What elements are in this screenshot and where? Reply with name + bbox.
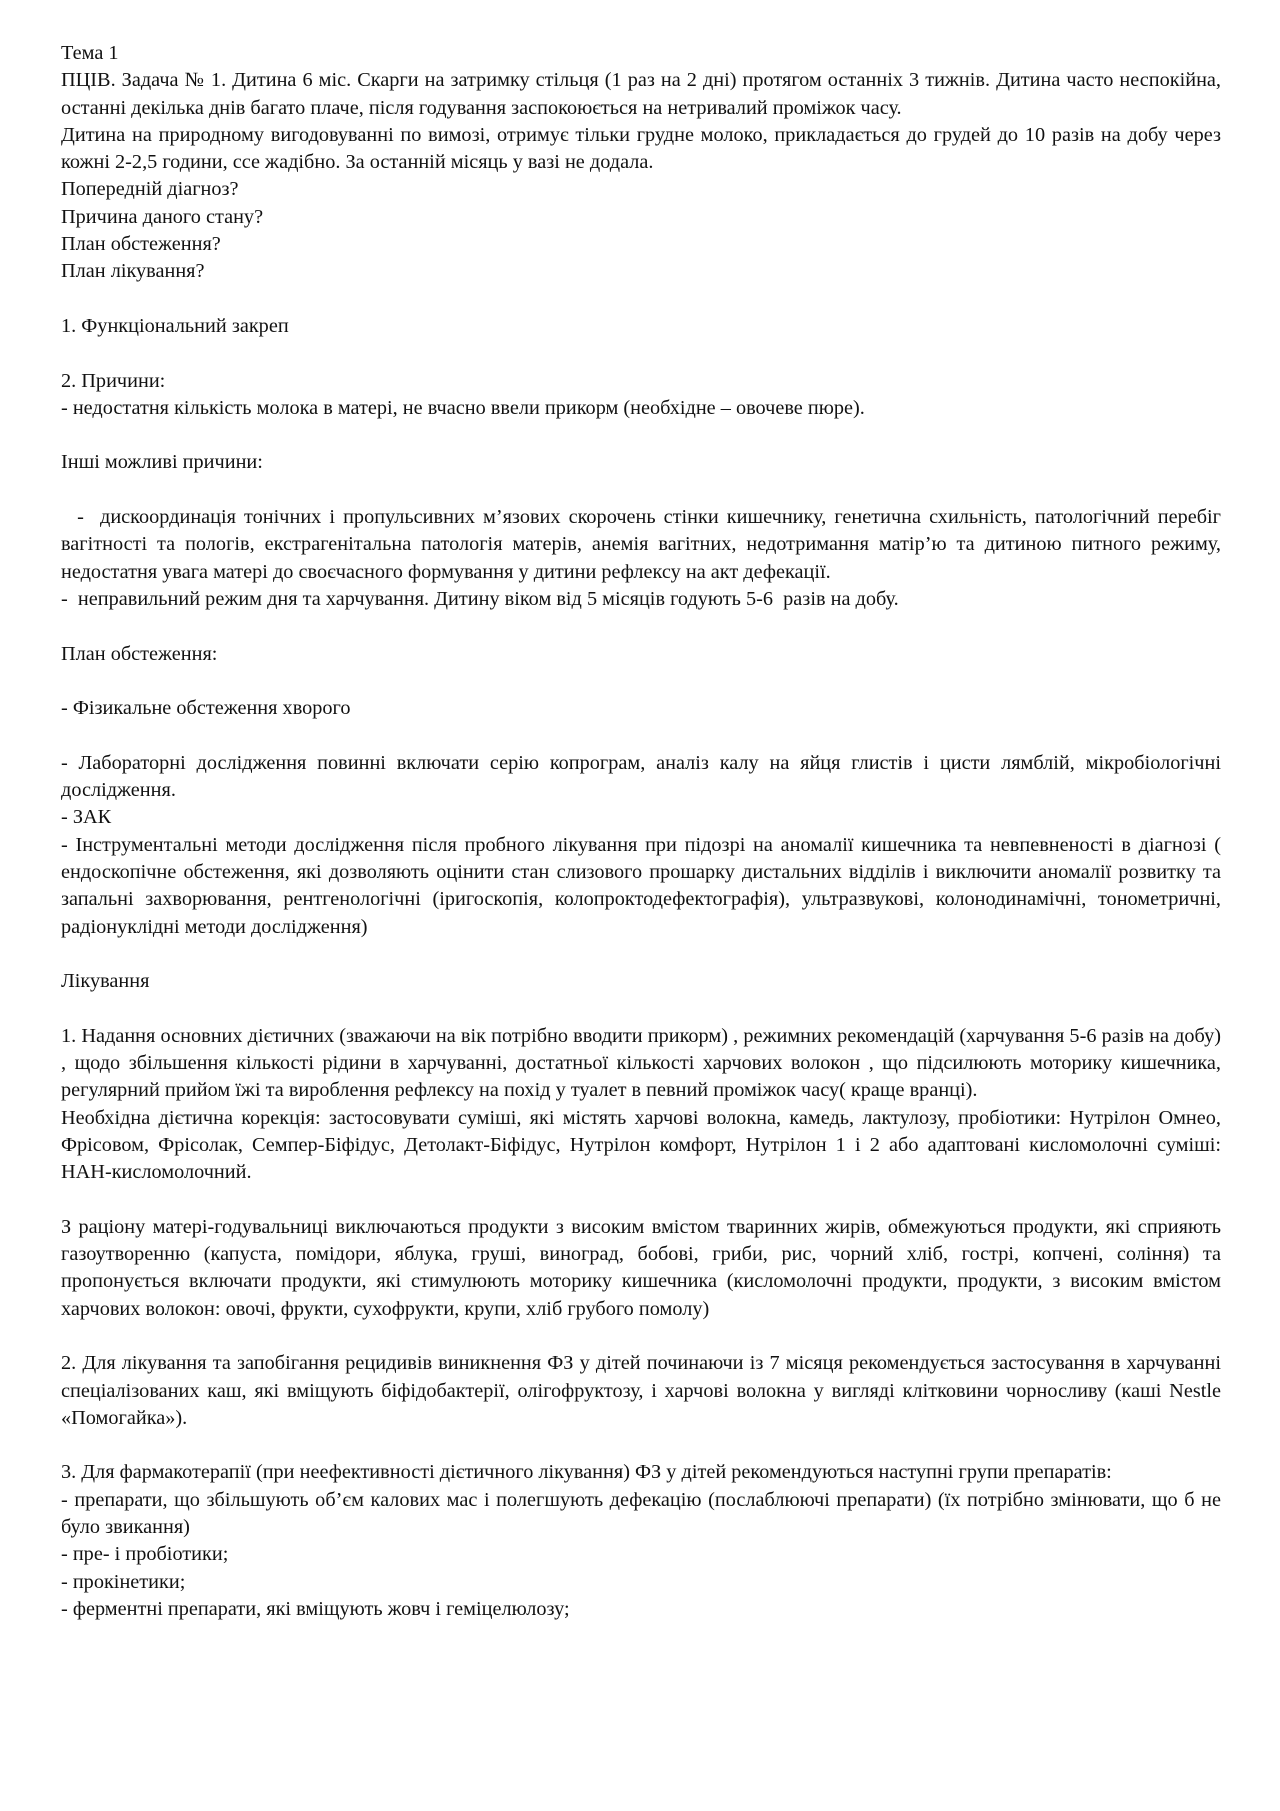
treatment-title: Лікування — [61, 970, 150, 993]
exam-title: План обстеження: — [61, 642, 218, 665]
spacer — [61, 1323, 1221, 1350]
exam-physical: - Фізикальне обстеження хворого — [61, 697, 351, 720]
spacer — [61, 668, 1221, 695]
spacer — [61, 941, 1221, 968]
question-diagnosis: Попередній діагноз? — [61, 178, 239, 201]
spacer — [61, 995, 1221, 1022]
document-heading: Тема 1 — [61, 42, 119, 64]
task-feeding: Дитина на природному вигодовуванні по вимозі, отримує тільки грудне молоко, прикладається до грудей до 10 разів на добу через кожні 2-2,5 години, ссе жадібно. За останній місяць у вазі не додала. — [61, 123, 1221, 174]
exam-instrumental: - Інструментальні методи дослідження після пробного лікування при підозрі на аномалії кишечника та невпевненості в діагнозі ( ендоскопічне обстеження, які дозволяють оцінити стан слизового прошарку дистальних відділів і виключити аномалії розвитку та запальні захворювання, рентгенологічні (іригоскопія, колопроктодефектографія), ультразвукові, колонодинамічні, тонометричні, радіонуклідні методи дослідження) — [61, 833, 1221, 938]
other-causes-title: Інші можливі причини: — [61, 451, 263, 474]
other-cause-2: - неправильний режим дня та харчування. Дитину віком від 5 місяців годують 5-6 разів на добу. — [61, 587, 899, 610]
treatment-1: 1. Надання основних дієтичних (зважаючи на вік потрібно вводити прикорм) , режимних рекомендацій (харчування 5-6 разів на добу) , щодо збільшення кількості рідини в харчуванні, достатньої кількості харчових волокон , що підсилюють моторику кишечника, регулярний прийом їжі та вироблення рефлексу на похід у туалет в певний проміжок часу( краще вранці). — [61, 1024, 1221, 1102]
other-cause-1: - дискоординація тонічних і пропульсивних м’язових скорочень стінки кишечнику, генетична схильність, патологічний перебіг вагітності та пологів, екстрагенітальна патологія матерів, анемія вагітних, недотримання матір’ю та дитиною питного режиму, недостатня увага матері до своєчасного формування у дитини рефлексу на акт дефекації. — [61, 506, 1227, 583]
cause-main: - недостатня кількість молока в матері, не вчасно ввели прикорм (необхідне – овочеве пюре). — [61, 396, 865, 419]
treatment-3: 3. Для фармакотерапії (при неефективності дієтичного лікування) ФЗ у дітей рекомендуються наступні групи препаратів: — [61, 1461, 1112, 1484]
exam-cbc: - ЗАК — [61, 806, 112, 829]
drug-group-4: - ферментні препарати, які вміщують жовч і геміцелюлозу; — [61, 1597, 570, 1620]
treatment-mother-diet: З раціону матері-годувальниці виключаються продукти з високим вмістом тваринних жирів, обмежуються продукти, які сприяють газоутворенню (капуста, помідори, яблука, груші, виноград, бобові, гриби, рис, чорний хліб, гострі, копчені, соління) та пропонується включати продукти, які стимулюють моторику кишечника (кисломолочні продукти, продукти, з високим вмістом харчових волокон: овочі, фрукти, сухофрукти, крупи, хліб грубого помолу) — [61, 1215, 1221, 1320]
question-treatment-plan: План лікування? — [61, 260, 205, 283]
spacer — [61, 613, 1221, 640]
spacer — [61, 340, 1221, 367]
task-intro: ПЦІВ. Задача № 1. Дитина 6 міс. Скарги на затримку стільця (1 раз на 2 дні) протягом останніх 3 тижнів. Дитина часто неспокійна, останні декілька днів багато плаче, після годування заспокоюється на нетривалий проміжок часу. — [61, 69, 1221, 119]
answer-diagnosis: 1. Функціональний закреп — [61, 314, 289, 337]
treatment-2: 2. Для лікування та запобігання рецидивів виникнення ФЗ у дітей починаючи із 7 місяця рекомендується застосування в харчуванні спеціалізованих каш, які вміщують біфідобактерії, олігофруктозу, і харчові волокна у вигляді клітковини чорносливу (каші Nestle «Помогайка»). — [61, 1352, 1221, 1429]
spacer — [61, 1186, 1221, 1213]
drug-group-1: - препарати, що збільшують об’єм калових мас і полегшують дефекацію (послаблюючі препарати) (їх потрібно змінювати, що б не було звикання) — [61, 1488, 1221, 1539]
exam-lab: - Лабораторні дослідження повинні включати серію копрограм, аналіз калу на яйця глистів і цисти лямблій, мікробіологічні дослідження. — [61, 751, 1221, 802]
drug-group-2: - пре- і пробіотики; — [61, 1543, 229, 1566]
treatment-1-diet: Необхідна дієтична корекція: застосовувати суміші, які містять харчові волокна, камедь, лактулозу, пробіотики: Нутрілон Омнео, Фрісовом, Фрісолак, Семпер-Біфідус, Детолакт-Біфідус, Нутрілон комфорт, Нутрілон 1 і 2 або адаптовані кисломолочні суміші: НАН-кисломолочний. — [61, 1106, 1221, 1184]
question-cause: Причина даного стану? — [61, 205, 264, 228]
question-exam-plan: План обстеження? — [61, 233, 221, 256]
spacer — [61, 422, 1221, 449]
drug-group-3: - прокінетики; — [61, 1570, 186, 1593]
spacer — [61, 722, 1221, 749]
causes-title: 2. Причини: — [61, 369, 166, 392]
spacer — [61, 1432, 1221, 1459]
spacer — [61, 286, 1221, 313]
spacer — [61, 477, 1221, 504]
